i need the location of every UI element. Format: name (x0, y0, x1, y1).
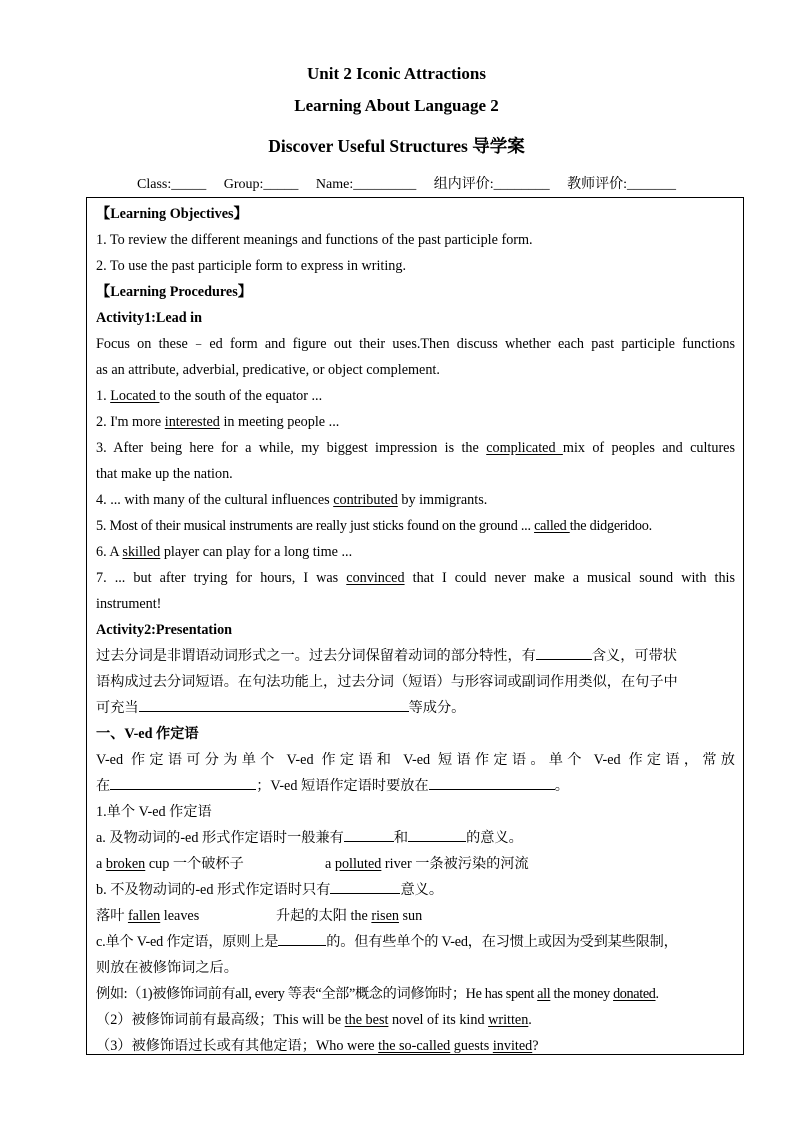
procedures-heading: 【Learning Procedures】 (96, 284, 252, 300)
worksheet-content (96, 201, 735, 1059)
rule-b: b. 不及物动词的-ed 形式作定语时只有 意义。 (96, 877, 735, 903)
blank-functions[interactable] (139, 696, 409, 712)
subsection1-heading: 1.单个 V-ed 作定语 (96, 804, 212, 820)
sentence-5: 5. Most of their musical instruments are really just sticks found on the ground ... called the didgeridoo. (96, 518, 652, 534)
example-fallen: fallen (127, 908, 161, 924)
presentation-line3: 可充当 等成分。 (96, 695, 735, 721)
section-title: Discover Useful Structures 导学案 (268, 136, 525, 156)
sentence-3: 3. After being here for a while, my biggest impression is the complicated mix of peoples and cultures (96, 440, 735, 456)
sentence-3-continued: that make up the nation. (96, 466, 233, 482)
sentence-7-continued: instrument! (96, 596, 162, 612)
participle-convinced: convinced (346, 570, 405, 586)
blank-single-position[interactable] (110, 774, 256, 790)
activity1-heading: Activity1:Lead in (96, 310, 203, 326)
sentence-4: 4. ... with many of the cultural influences contributed by immigrants. (96, 492, 488, 508)
worksheet-box (86, 197, 744, 1055)
unit-title: Unit 2 Iconic Attractions (307, 64, 486, 83)
participle-located: Located (110, 388, 160, 404)
objective-1: 1. To review the different meanings and functions of the past participle form. (96, 232, 533, 248)
participle-interested: interested (164, 414, 220, 430)
blank-meaning[interactable] (536, 644, 592, 660)
example-broken: broken (105, 856, 146, 872)
rule-c-line2: 则放在被修饰词之后。 (96, 960, 238, 976)
activity2-heading: Activity2:Presentation (96, 622, 233, 638)
blank-a2[interactable] (408, 826, 466, 842)
example-risen: risen (371, 908, 399, 924)
sentence-1: 1. Located to the south of the equator ... (96, 388, 323, 404)
section1-heading: 一、V-ed 作定语 (96, 726, 199, 742)
blank-c[interactable] (278, 930, 326, 946)
presentation-line2: 语构成过去分词短语。在句法功能上，过去分词（短语）与形容词或副词作用类似，在句子中 (96, 674, 678, 690)
objectives-heading: 【Learning Objectives】 (96, 206, 248, 222)
participle-skilled: skilled (122, 544, 161, 560)
activity1-instruction-line2: as an attribute, adverbial, predicative, or object complement. (96, 362, 440, 378)
rule-c-line1: c.单个 V-ed 作定语，原则上是 的。但有些单个的 V-ed，在习惯上或因为受到某些限制， (96, 929, 735, 955)
presentation-line1: 过去分词是非谓语动词形式之一。过去分词保留着动词的部分特性，有 含义，可带状 (96, 643, 735, 669)
group-evaluation-field[interactable]: 组内评价:________ (433, 177, 550, 192)
sentence-2: 2. I'm more interested in meeting people ... (96, 414, 340, 430)
sentence-6: 6. A skilled player can play for a long time ... (96, 544, 353, 560)
rule-a: a. 及物动词的-ed 形式作定语时一般兼有 和 的意义。 (96, 825, 735, 851)
section1-line2: 在 ；V-ed 短语作定语时要放在 。 (96, 773, 735, 799)
example-polluted: polluted (334, 856, 382, 872)
examples-a: a broken cup 一个破杯子 a polluted river 一条被污染的河流 (96, 856, 529, 872)
group-field[interactable]: Group:_____ (223, 177, 299, 192)
examples-b: 落叶 fallen leaves 升起的太阳 the risen sun (96, 908, 423, 924)
lesson-title: Learning About Language 2 (294, 96, 499, 115)
section1-line1: V-ed 作定语可分为单个 V-ed 作定语和 V-ed 短语作定语。单个 V-ed 作定语，常放 (96, 752, 735, 768)
participle-called: called (534, 518, 570, 534)
student-info-line (137, 173, 690, 193)
name-field[interactable]: Name:_________ (315, 177, 417, 192)
class-field[interactable]: Class:_____ (137, 177, 207, 192)
example-3: （3）被修饰语过长或有其他定语；Who were the so-called guests invited? (96, 1038, 539, 1054)
teacher-evaluation-field[interactable]: 教师评价:_______ (567, 177, 677, 192)
activity1-instruction-line1: Focus on these﹣ed form and figure out their uses.Then discuss whether each past participle functions (96, 336, 735, 352)
blank-a1[interactable] (344, 826, 394, 842)
example-1: 例如:（1)被修饰词前有all, every 等表“全部”概念的词修饰时；He has spent all the money donated. (96, 986, 659, 1002)
blank-phrase-position[interactable] (429, 774, 555, 790)
objective-2: 2. To use the past participle form to express in writing. (96, 258, 407, 274)
participle-complicated: complicated (486, 440, 563, 456)
blank-b[interactable] (330, 878, 400, 894)
sentence-7: 7. ... but after trying for hours, I was convinced that I could never make a musical sound with this (96, 570, 735, 586)
participle-contributed: contributed (333, 492, 398, 508)
example-2: （2）被修饰词前有最高级；This will be the best novel of its kind written. (96, 1012, 532, 1028)
